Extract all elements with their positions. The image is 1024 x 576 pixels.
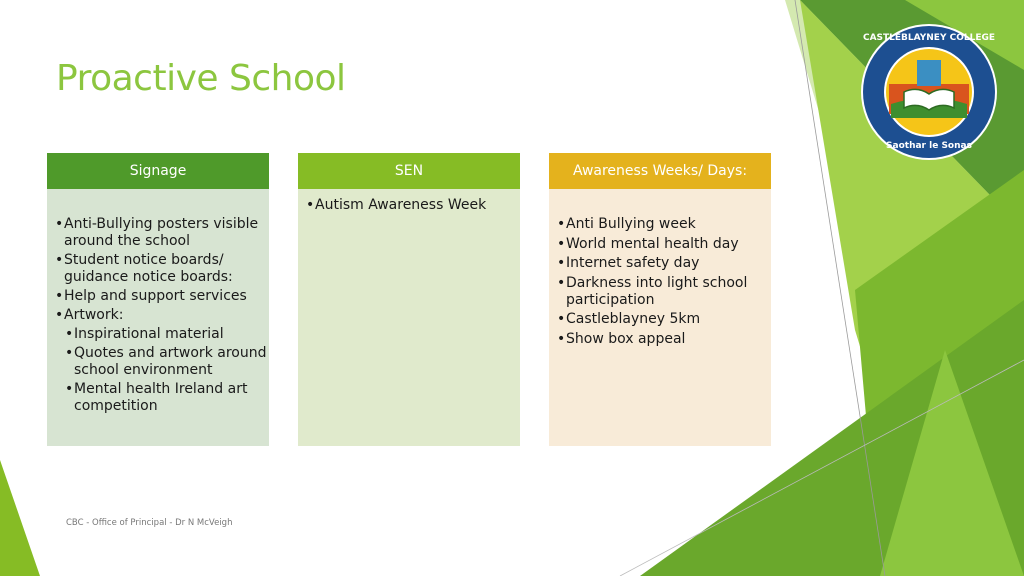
list-item: • World mental health day (549, 236, 771, 253)
sen-card-body (298, 189, 520, 446)
list-item: • Help and support services (47, 288, 269, 305)
list-item: • Anti-Bullying posters visible around the school (47, 216, 269, 250)
awareness-card (549, 153, 771, 446)
list-item: • Artwork: (47, 307, 269, 324)
footer-text: CBC - Office of Principal - Dr N McVeigh (66, 518, 233, 528)
svg-text:Saothar le Sonas: Saothar le Sonas (886, 141, 972, 151)
list-item: • Show box appeal (549, 331, 771, 348)
list-item: • Autism Awareness Week (298, 197, 520, 214)
college-crest-logo (859, 22, 999, 162)
signage-card-heading: Signage (47, 153, 269, 189)
sen-card (298, 153, 520, 446)
list-item: • Anti Bullying week (549, 216, 771, 233)
list-item: • Student notice boards/ guidance notice boards: (47, 252, 269, 286)
list-item: • Inspirational material (57, 326, 269, 343)
page-title: Proactive School (56, 58, 346, 99)
list-item: • Internet safety day (549, 255, 771, 272)
list-item: • Quotes and artwork around school environment (57, 345, 269, 379)
sen-card-heading: SEN (298, 153, 520, 189)
awareness-card-body (549, 189, 771, 446)
list-item: • Castleblayney 5km (549, 311, 771, 328)
awareness-card-heading: Awareness Weeks/ Days: (549, 153, 771, 189)
signage-card (47, 153, 269, 446)
signage-card-body (47, 189, 269, 446)
list-item: • Mental health Ireland art competition (57, 381, 269, 415)
list-item: • Darkness into light school participation (549, 275, 771, 309)
svg-text:CASTLEBLAYNEY COLLEGE: CASTLEBLAYNEY COLLEGE (862, 33, 996, 43)
